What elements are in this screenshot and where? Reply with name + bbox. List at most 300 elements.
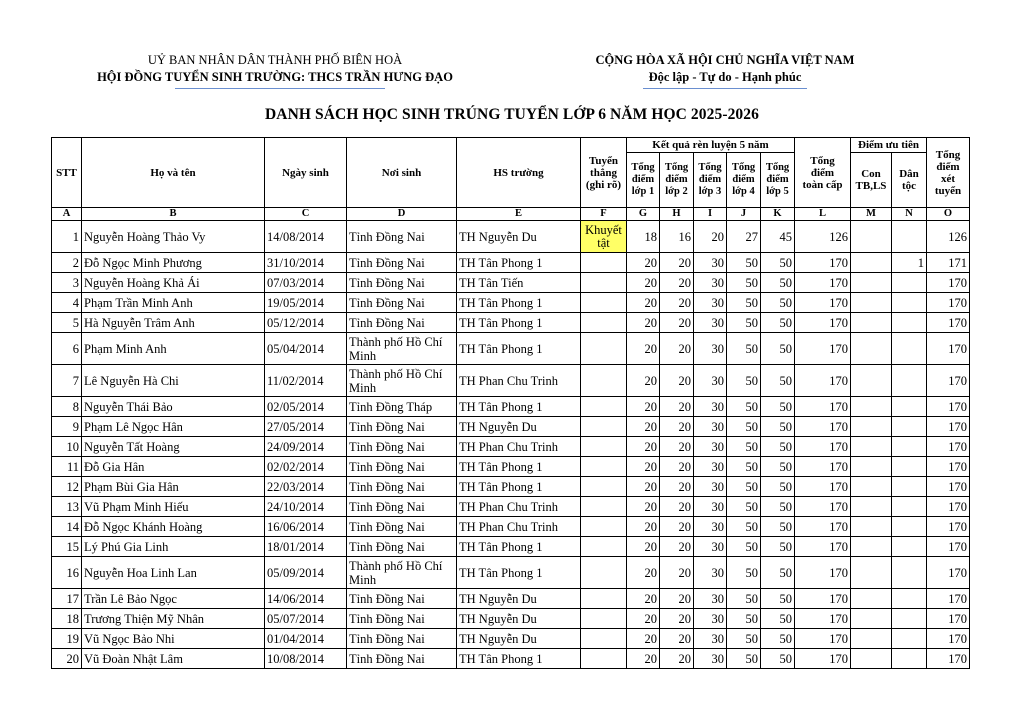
cell-priority-ethnic	[892, 365, 927, 397]
cell-name: Đỗ Ngọc Khánh Hoàng	[82, 517, 265, 537]
table-row	[52, 293, 970, 313]
cell-grade2-score: 20	[660, 589, 694, 609]
cell-direct-admission	[581, 457, 627, 477]
cell-grade1-score: 20	[627, 273, 660, 293]
cell-grade4-score: 50	[727, 313, 761, 333]
cell-total-score: 170	[795, 437, 851, 457]
cell-school: TH Tân Phong 1	[457, 397, 581, 417]
cell-birthplace: Tỉnh Đồng Tháp	[347, 397, 457, 417]
cell-direct-admission	[581, 253, 627, 273]
cell-direct-admission	[581, 365, 627, 397]
cell-name: Hà Nguyễn Trâm Anh	[82, 313, 265, 333]
col-p2-header: Dân tộc	[892, 153, 927, 208]
cell-grade4-score: 50	[727, 517, 761, 537]
col-direct-header: Tuyển thẳng (ghi rõ)	[581, 138, 627, 208]
cell-priority-ethnic	[892, 629, 927, 649]
cell-total-score: 170	[795, 557, 851, 589]
cell-school: TH Nguyễn Du	[457, 221, 581, 253]
cell-dob: 18/01/2014	[265, 537, 347, 557]
cell-stt: 7	[52, 365, 82, 397]
table-row	[52, 457, 970, 477]
cell-grade3-score: 30	[694, 253, 727, 273]
cell-priority-ethnic	[892, 437, 927, 457]
cell-birthplace: Tỉnh Đồng Nai	[347, 417, 457, 437]
cell-priority-ethnic	[892, 477, 927, 497]
cell-total-score: 170	[795, 333, 851, 365]
cell-grade3-score: 30	[694, 437, 727, 457]
column-letter: H	[660, 208, 694, 221]
cell-priority-martyr	[851, 557, 892, 589]
cell-grade2-score: 20	[660, 417, 694, 437]
cell-birthplace: Thành phố Hồ Chí Minh	[347, 557, 457, 589]
cell-final-score: 170	[927, 457, 970, 477]
column-letter: I	[694, 208, 727, 221]
cell-priority-martyr	[851, 253, 892, 273]
cell-dob: 24/09/2014	[265, 437, 347, 457]
cell-priority-martyr	[851, 313, 892, 333]
col-school-header: HS trường	[457, 138, 581, 208]
cell-total-score: 170	[795, 457, 851, 477]
cell-direct-admission: Khuyết tật	[581, 221, 627, 253]
cell-dob: 02/02/2014	[265, 457, 347, 477]
table-row	[52, 273, 970, 293]
cell-dob: 24/10/2014	[265, 497, 347, 517]
cell-priority-ethnic	[892, 417, 927, 437]
header-left	[40, 52, 510, 86]
cell-name: Đỗ Ngọc Minh Phương	[82, 253, 265, 273]
cell-grade5-score: 50	[761, 649, 795, 669]
cell-direct-admission	[581, 437, 627, 457]
cell-priority-martyr	[851, 497, 892, 517]
authority-name: UỶ BAN NHÂN DÂN THÀNH PHỐ BIÊN HOÀ	[147, 53, 403, 67]
cell-grade2-score: 20	[660, 365, 694, 397]
cell-direct-admission	[581, 537, 627, 557]
cell-name: Vũ Phạm Minh Hiếu	[82, 497, 265, 517]
column-letter: N	[892, 208, 927, 221]
cell-birthplace: Thành phố Hồ Chí Minh	[347, 333, 457, 365]
cell-grade2-score: 20	[660, 629, 694, 649]
results-group-header: Kết quả rèn luyện 5 năm	[627, 138, 795, 153]
cell-dob: 31/10/2014	[265, 253, 347, 273]
national-motto: Độc lập - Tự do - Hạnh phúc	[648, 70, 802, 84]
header-left-underline	[175, 88, 385, 89]
cell-direct-admission	[581, 333, 627, 365]
cell-stt: 11	[52, 457, 82, 477]
cell-total-score: 170	[795, 417, 851, 437]
cell-dob: 02/05/2014	[265, 397, 347, 417]
admission-table	[51, 137, 970, 669]
cell-final-score: 170	[927, 629, 970, 649]
col-name-header: Họ và tên	[82, 138, 265, 208]
cell-total-score: 170	[795, 517, 851, 537]
cell-name: Phạm Minh Anh	[82, 333, 265, 365]
cell-school: TH Phan Chu Trinh	[457, 365, 581, 397]
cell-school: TH Tân Phong 1	[457, 333, 581, 365]
cell-final-score: 170	[927, 293, 970, 313]
cell-priority-martyr	[851, 333, 892, 365]
cell-name: Lê Nguyễn Hà Chi	[82, 365, 265, 397]
cell-grade1-score: 20	[627, 417, 660, 437]
cell-direct-admission	[581, 273, 627, 293]
cell-stt: 19	[52, 629, 82, 649]
cell-final-score: 170	[927, 557, 970, 589]
cell-grade4-score: 50	[727, 629, 761, 649]
cell-school: TH Tân Phong 1	[457, 557, 581, 589]
cell-grade4-score: 50	[727, 437, 761, 457]
column-letter: L	[795, 208, 851, 221]
column-letter: K	[761, 208, 795, 221]
cell-grade5-score: 50	[761, 457, 795, 477]
cell-stt: 3	[52, 273, 82, 293]
cell-birthplace: Tỉnh Đồng Nai	[347, 457, 457, 477]
cell-stt: 15	[52, 537, 82, 557]
cell-grade1-score: 20	[627, 609, 660, 629]
cell-grade1-score: 20	[627, 629, 660, 649]
cell-grade5-score: 50	[761, 609, 795, 629]
cell-name: Nguyễn Tất Hoàng	[82, 437, 265, 457]
cell-grade5-score: 45	[761, 221, 795, 253]
table-body	[52, 221, 970, 669]
cell-final-score: 170	[927, 477, 970, 497]
column-letter: A	[52, 208, 82, 221]
cell-birthplace: Tỉnh Đồng Nai	[347, 629, 457, 649]
cell-grade5-score: 50	[761, 517, 795, 537]
cell-school: TH Tân Phong 1	[457, 537, 581, 557]
cell-school: TH Phan Chu Trinh	[457, 497, 581, 517]
table-row	[52, 477, 970, 497]
cell-priority-martyr	[851, 629, 892, 649]
cell-direct-admission	[581, 313, 627, 333]
cell-grade3-score: 30	[694, 477, 727, 497]
cell-final-score: 170	[927, 649, 970, 669]
cell-name: Nguyễn Hoàng Khả Ái	[82, 273, 265, 293]
cell-priority-martyr	[851, 221, 892, 253]
col-g1-header: Tổng điểm lớp 1	[627, 153, 660, 208]
cell-grade3-score: 30	[694, 273, 727, 293]
priority-group-header: Điểm ưu tiên	[851, 138, 927, 153]
cell-stt: 12	[52, 477, 82, 497]
cell-priority-martyr	[851, 609, 892, 629]
cell-total-score: 170	[795, 497, 851, 517]
cell-stt: 17	[52, 589, 82, 609]
cell-grade1-score: 20	[627, 293, 660, 313]
cell-total-score: 170	[795, 313, 851, 333]
cell-priority-ethnic	[892, 293, 927, 313]
cell-name: Phạm Lê Ngọc Hân	[82, 417, 265, 437]
cell-school: TH Tân Phong 1	[457, 293, 581, 313]
cell-grade4-score: 50	[727, 273, 761, 293]
cell-birthplace: Thành phố Hồ Chí Minh	[347, 365, 457, 397]
column-letter: C	[265, 208, 347, 221]
cell-stt: 1	[52, 221, 82, 253]
cell-grade2-score: 20	[660, 397, 694, 417]
cell-direct-admission	[581, 649, 627, 669]
cell-birthplace: Tỉnh Đồng Nai	[347, 273, 457, 293]
column-letter: O	[927, 208, 970, 221]
cell-priority-ethnic	[892, 333, 927, 365]
cell-grade2-score: 20	[660, 333, 694, 365]
cell-school: TH Nguyễn Du	[457, 417, 581, 437]
cell-grade2-score: 16	[660, 221, 694, 253]
cell-priority-martyr	[851, 397, 892, 417]
column-letter-row	[52, 208, 970, 221]
cell-name: Vũ Ngọc Bảo Nhi	[82, 629, 265, 649]
nation-name: CỘNG HÒA XÃ HỘI CHỦ NGHĨA VIỆT NAM	[595, 53, 855, 67]
cell-dob: 05/09/2014	[265, 557, 347, 589]
cell-grade1-score: 20	[627, 537, 660, 557]
cell-grade3-score: 30	[694, 293, 727, 313]
cell-grade4-score: 50	[727, 293, 761, 313]
cell-birthplace: Tỉnh Đồng Nai	[347, 477, 457, 497]
cell-priority-martyr	[851, 273, 892, 293]
cell-grade2-score: 20	[660, 497, 694, 517]
cell-grade3-score: 30	[694, 517, 727, 537]
cell-dob: 05/12/2014	[265, 313, 347, 333]
cell-grade3-score: 30	[694, 417, 727, 437]
cell-school: TH Tân Tiến	[457, 273, 581, 293]
cell-grade1-score: 20	[627, 649, 660, 669]
cell-final-score: 170	[927, 397, 970, 417]
cell-school: TH Nguyễn Du	[457, 589, 581, 609]
cell-birthplace: Tỉnh Đồng Nai	[347, 437, 457, 457]
cell-priority-martyr	[851, 437, 892, 457]
cell-grade1-score: 20	[627, 397, 660, 417]
cell-final-score: 170	[927, 417, 970, 437]
cell-dob: 19/05/2014	[265, 293, 347, 313]
cell-priority-ethnic: 1	[892, 253, 927, 273]
cell-grade1-score: 20	[627, 517, 660, 537]
cell-total-score: 170	[795, 537, 851, 557]
cell-final-score: 170	[927, 589, 970, 609]
table-row	[52, 589, 970, 609]
cell-dob: 05/07/2014	[265, 609, 347, 629]
cell-grade2-score: 20	[660, 477, 694, 497]
cell-grade3-score: 30	[694, 557, 727, 589]
cell-final-score: 170	[927, 313, 970, 333]
cell-final-score: 170	[927, 609, 970, 629]
cell-grade1-score: 20	[627, 333, 660, 365]
header-right	[565, 52, 885, 86]
cell-direct-admission	[581, 397, 627, 417]
column-letter: F	[581, 208, 627, 221]
cell-grade1-score: 20	[627, 589, 660, 609]
col-final-header: Tổng điểm xét tuyển	[927, 138, 970, 208]
cell-birthplace: Tỉnh Đồng Nai	[347, 293, 457, 313]
cell-total-score: 170	[795, 293, 851, 313]
cell-grade3-score: 30	[694, 609, 727, 629]
col-g3-header: Tổng điểm lớp 3	[694, 153, 727, 208]
table-row	[52, 397, 970, 417]
cell-name: Nguyễn Thái Bảo	[82, 397, 265, 417]
cell-final-score: 126	[927, 221, 970, 253]
cell-grade5-score: 50	[761, 313, 795, 333]
cell-priority-martyr	[851, 589, 892, 609]
cell-grade5-score: 50	[761, 557, 795, 589]
table-row	[52, 417, 970, 437]
cell-final-score: 170	[927, 537, 970, 557]
table-row	[52, 557, 970, 589]
cell-stt: 18	[52, 609, 82, 629]
cell-grade4-score: 50	[727, 589, 761, 609]
cell-priority-ethnic	[892, 397, 927, 417]
col-p1-header: Con TB,LS	[851, 153, 892, 208]
cell-stt: 10	[52, 437, 82, 457]
cell-final-score: 171	[927, 253, 970, 273]
cell-dob: 16/06/2014	[265, 517, 347, 537]
cell-grade3-score: 30	[694, 457, 727, 477]
cell-total-score: 170	[795, 649, 851, 669]
cell-grade1-score: 20	[627, 365, 660, 397]
header-right-underline	[643, 88, 807, 89]
cell-birthplace: Tỉnh Đồng Nai	[347, 517, 457, 537]
cell-grade5-score: 50	[761, 437, 795, 457]
column-letter: G	[627, 208, 660, 221]
cell-priority-ethnic	[892, 609, 927, 629]
cell-dob: 27/05/2014	[265, 417, 347, 437]
cell-direct-admission	[581, 629, 627, 649]
cell-total-score: 170	[795, 477, 851, 497]
cell-grade1-score: 20	[627, 437, 660, 457]
cell-final-score: 170	[927, 437, 970, 457]
cell-stt: 14	[52, 517, 82, 537]
col-g4-header: Tổng điểm lớp 4	[727, 153, 761, 208]
cell-final-score: 170	[927, 497, 970, 517]
cell-total-score: 170	[795, 397, 851, 417]
cell-grade2-score: 20	[660, 253, 694, 273]
cell-grade2-score: 20	[660, 273, 694, 293]
cell-name: Nguyễn Hoàng Thảo Vy	[82, 221, 265, 253]
cell-name: Nguyễn Hoa Linh Lan	[82, 557, 265, 589]
cell-grade3-score: 30	[694, 397, 727, 417]
cell-name: Vũ Đoàn Nhật Lâm	[82, 649, 265, 669]
cell-grade5-score: 50	[761, 273, 795, 293]
cell-dob: 14/06/2014	[265, 589, 347, 609]
col-g5-header: Tổng điểm lớp 5	[761, 153, 795, 208]
cell-priority-ethnic	[892, 273, 927, 293]
cell-priority-ethnic	[892, 649, 927, 669]
cell-total-score: 170	[795, 609, 851, 629]
cell-grade4-score: 27	[727, 221, 761, 253]
cell-name: Trần Lê Bảo Ngọc	[82, 589, 265, 609]
table-row	[52, 649, 970, 669]
cell-grade1-score: 20	[627, 497, 660, 517]
cell-grade5-score: 50	[761, 477, 795, 497]
cell-school: TH Tân Phong 1	[457, 649, 581, 669]
cell-grade2-score: 20	[660, 609, 694, 629]
cell-grade1-score: 20	[627, 557, 660, 589]
cell-school: TH Tân Phong 1	[457, 313, 581, 333]
cell-priority-ethnic	[892, 517, 927, 537]
cell-grade3-score: 30	[694, 537, 727, 557]
cell-grade3-score: 30	[694, 333, 727, 365]
cell-grade4-score: 50	[727, 397, 761, 417]
cell-grade4-score: 50	[727, 457, 761, 477]
cell-direct-admission	[581, 417, 627, 437]
cell-grade5-score: 50	[761, 293, 795, 313]
council-name: HỘI ĐỒNG TUYỂN SINH TRƯỜNG: THCS TRẦN HƯNG ĐẠO	[97, 70, 453, 84]
cell-stt: 9	[52, 417, 82, 437]
cell-birthplace: Tỉnh Đồng Nai	[347, 537, 457, 557]
table-row	[52, 313, 970, 333]
cell-grade4-score: 50	[727, 557, 761, 589]
cell-final-score: 170	[927, 517, 970, 537]
table-row	[52, 517, 970, 537]
col-g2-header: Tổng điểm lớp 2	[660, 153, 694, 208]
cell-school: TH Phan Chu Trinh	[457, 517, 581, 537]
cell-grade5-score: 50	[761, 253, 795, 273]
cell-total-score: 170	[795, 629, 851, 649]
cell-stt: 4	[52, 293, 82, 313]
cell-name: Phạm Bùi Gia Hân	[82, 477, 265, 497]
cell-grade1-score: 20	[627, 477, 660, 497]
cell-grade5-score: 50	[761, 397, 795, 417]
column-letter: E	[457, 208, 581, 221]
table-row	[52, 437, 970, 457]
cell-birthplace: Tỉnh Đồng Nai	[347, 609, 457, 629]
cell-grade2-score: 20	[660, 437, 694, 457]
cell-priority-martyr	[851, 365, 892, 397]
cell-priority-ethnic	[892, 537, 927, 557]
cell-dob: 22/03/2014	[265, 477, 347, 497]
cell-priority-martyr	[851, 457, 892, 477]
cell-direct-admission	[581, 293, 627, 313]
cell-priority-martyr	[851, 649, 892, 669]
cell-grade4-score: 50	[727, 477, 761, 497]
cell-grade5-score: 50	[761, 417, 795, 437]
cell-dob: 11/02/2014	[265, 365, 347, 397]
cell-priority-ethnic	[892, 457, 927, 477]
cell-grade2-score: 20	[660, 557, 694, 589]
cell-grade2-score: 20	[660, 293, 694, 313]
cell-grade5-score: 50	[761, 537, 795, 557]
cell-priority-martyr	[851, 477, 892, 497]
cell-grade2-score: 20	[660, 313, 694, 333]
cell-stt: 2	[52, 253, 82, 273]
cell-final-score: 170	[927, 333, 970, 365]
cell-grade1-score: 18	[627, 221, 660, 253]
cell-grade4-score: 50	[727, 497, 761, 517]
cell-stt: 13	[52, 497, 82, 517]
cell-grade2-score: 20	[660, 537, 694, 557]
cell-name: Trương Thiện Mỹ Nhân	[82, 609, 265, 629]
cell-birthplace: Tỉnh Đồng Nai	[347, 589, 457, 609]
cell-grade3-score: 30	[694, 629, 727, 649]
cell-stt: 16	[52, 557, 82, 589]
cell-grade2-score: 20	[660, 649, 694, 669]
cell-dob: 01/04/2014	[265, 629, 347, 649]
column-letter: J	[727, 208, 761, 221]
page-title: DANH SÁCH HỌC SINH TRÚNG TUYỂN LỚP 6 NĂM HỌC 2025-2026	[265, 106, 759, 123]
cell-name: Lý Phú Gia Linh	[82, 537, 265, 557]
cell-grade4-score: 50	[727, 365, 761, 397]
cell-stt: 20	[52, 649, 82, 669]
cell-direct-admission	[581, 497, 627, 517]
cell-direct-admission	[581, 589, 627, 609]
cell-school: TH Nguyễn Du	[457, 609, 581, 629]
column-letter: D	[347, 208, 457, 221]
cell-grade3-score: 30	[694, 649, 727, 669]
cell-dob: 10/08/2014	[265, 649, 347, 669]
cell-grade3-score: 30	[694, 497, 727, 517]
cell-total-score: 170	[795, 589, 851, 609]
cell-total-score: 170	[795, 365, 851, 397]
table-row	[52, 537, 970, 557]
cell-school: TH Phan Chu Trinh	[457, 437, 581, 457]
cell-grade4-score: 50	[727, 333, 761, 365]
cell-direct-admission	[581, 557, 627, 589]
cell-grade4-score: 50	[727, 649, 761, 669]
cell-dob: 07/03/2014	[265, 273, 347, 293]
